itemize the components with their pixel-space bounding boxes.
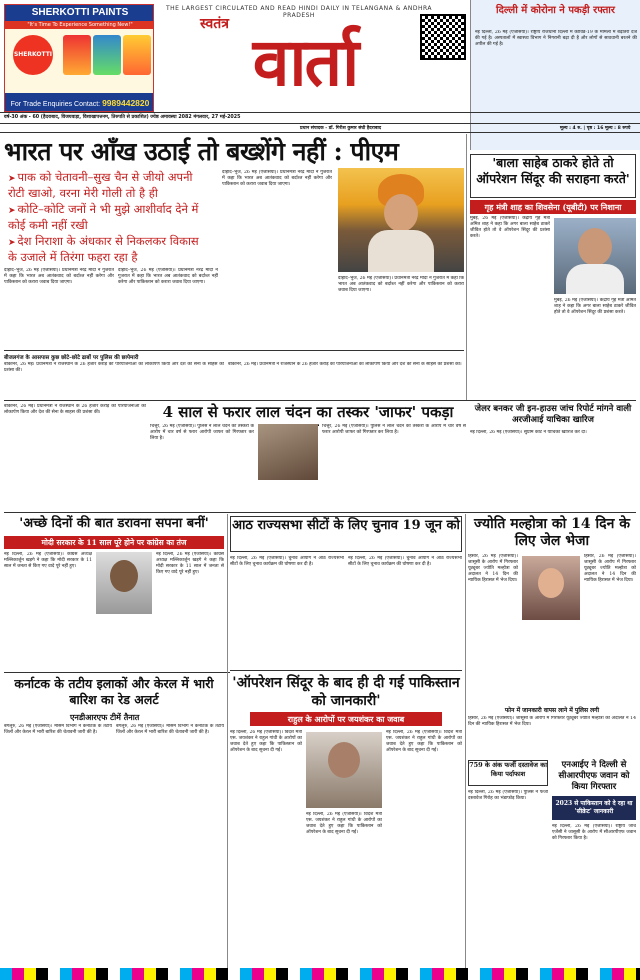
logo-small: स्वतंत्र — [200, 16, 229, 32]
paint-bucket-icon — [63, 35, 91, 75]
divider — [230, 670, 462, 671]
good-days-text: नई दिल्ली, 26 मई (एजेंसियां)। कांग्रेस अध्यक्ष मल्लिकार्जुन खड़गे ने कहा कि मोदी सरकार के 11 साल में जनता से किए गए वादे पूरे नहीं हुए। — [156, 552, 224, 576]
lead-text: दाहोद–भुज, 26 मई (एजेंसियां)। प्रधानमंत्री नरेंद्र मोदी ने गुजरात में कहा कि भारत अब आतंकवाद को बर्दाश्त नहीं करेगा और पाकिस्तान को करारा जवाब दिया जाएगा। — [222, 170, 332, 188]
face-shape — [538, 568, 564, 598]
sindoor-bar: राहुल के आरोपों पर जयशंकर का जवाब — [250, 712, 442, 726]
ad-brand: SHERKOTTI PAINTS — [5, 5, 154, 21]
lead-bullet: ➤ पाक को चेतावनी–सुख चैन से जीयो अपनी रोटी खाओ, वरना मेरी गोली तो है ही — [8, 170, 208, 200]
masthead-tagline: THE LARGEST CIRCULATED AND READ HINDI DAILY IN TELANGANA & ANDHRA PRADESH — [165, 5, 433, 19]
good-days-headline[interactable]: 'अच्छे दिनों की बात डरावना सपना बनीं' — [19, 516, 209, 531]
modi-photo — [338, 168, 464, 272]
face-shape — [578, 228, 612, 266]
sub-story-text: बीकानेर, 26 मई। प्रधानमंत्री ने राजस्थान के 26 हजार करोड़ की परियोजनाओं का लोकार्पण किया और देश की सेना के साहस की प्रशंसा की। — [4, 404, 146, 416]
lead-headline[interactable]: भारत पर आँख उठाई तो बख्शेंगे नहीं : पीएम — [4, 137, 399, 166]
sindoor-text: नई दिल्ली, 26 मई (एजेंसियां)। विदेश मंत्री एस. जयशंकर ने राहुल गांधी के आरोपों का जवाब देते हुए कहा कि पाकिस्तान को ऑपरेशन के बाद सूचना दी गई। — [230, 730, 302, 754]
ad-slogan: "It's Time To Experience Something New!" — [5, 21, 154, 29]
suspect-photo — [258, 424, 318, 480]
column-rule — [227, 514, 228, 968]
jyoti-kicker: फोन में जानकारी वापस लाने में पुलिस लगी — [504, 707, 600, 714]
karnataka-text: बेंगलूरु, 26 मई (एजेंसियां)। मौसम विभाग ने कर्नाटक के तटीय जिलों और केरल में भारी बारिश की चेतावनी जारी की है। — [116, 724, 224, 736]
info-bar-2 — [0, 124, 640, 133]
rajya-sabha-headline[interactable]: आठ राज्यसभा सीटों के लिए चुनाव 19 जून को — [230, 516, 462, 552]
editor-info: प्रधान संपादक - डॉ. गिरीश कुमार संघी हैदराबाद — [300, 126, 382, 131]
paint-bucket-icon — [123, 35, 151, 75]
face-shape — [328, 742, 360, 778]
divider — [4, 400, 636, 401]
sub-story-kicker: बीजलगंज के आसपास कुछ छोटे–छोटे ढाबों पर पुलिस की छापेमारी — [4, 355, 139, 361]
amit-shah-photo — [554, 218, 636, 294]
rajya-sabha-text: नई दिल्ली, 26 मई (एजेंसियां)। चुनाव आयोग ने आठ राज्यसभा सीटों के लिए चुनाव कार्यक्रम की घोषणा कर दी है। — [230, 556, 344, 568]
jail-text: नई दिल्ली, 26 मई (एजेंसियां)। सुप्रीम कोर्ट ने याचिका खारिज कर दी। — [470, 430, 587, 435]
divider — [4, 672, 230, 673]
sherkotti-ad[interactable] — [4, 4, 154, 112]
kharge-photo — [96, 552, 152, 614]
balasaheb-headline[interactable]: 'बाला साहेब ठाकरे होते तो ऑपरेशन सिंदूर की सराहना करते' — [470, 154, 636, 198]
sandal-headline[interactable]: 4 साल से फरार लाल चंदन का तस्कर 'जाफर' पकड़ा — [162, 403, 454, 421]
arrest-759-text: नई दिल्ली, 26 मई (एजेंसियां)। पुलिस ने फर्जी दस्तावेज गिरोह का भंडाफोड़ किया। — [468, 790, 548, 802]
balasaheb-text: मुंबई, 26 मई (एजेंसियां)। केंद्रीय गृह मंत्री अमित शाह ने कहा कि अगर बाला साहेब ठाकरे जीवित होते तो वे ऑपरेशन सिंदूर की प्रशंसा करते। — [470, 216, 550, 240]
karnataka-kicker: एनडीआरएफ टीमें तैनात — [70, 712, 140, 722]
ad-logo: SHERKOTTI — [13, 35, 53, 75]
ad-contact: For Trade Enquiries Contact: 9989442820 — [5, 93, 154, 112]
arrest-759-headline[interactable]: 759 के अंक फर्जी दस्तावेज का किया पर्दाफाश — [468, 760, 548, 786]
jyoti-text: हिसार, 26 मई (एजेंसियां)। जासूसी के आरोप में गिरफ्तार यूट्यूबर ज्योति मल्होत्रा को अदालत ने 14 दिन की न्यायिक हिरासत में भेज दिया। — [468, 716, 636, 728]
divider — [4, 350, 464, 351]
karnataka-text: बेंगलूरु, 26 मई (एजेंसियां)। मौसम विभाग ने कर्नाटक के तटीय जिलों और केरल में भारी बारिश की चेतावनी जारी की है। — [4, 724, 112, 736]
sindoor-text: नई दिल्ली, 26 मई (एजेंसियां)। विदेश मंत्री एस. जयशंकर ने राहुल गांधी के आरोपों का जवाब देते हुए कहा कि पाकिस्तान को ऑपरेशन के बाद सूचना दी गई। — [306, 812, 382, 836]
good-days-bar: मोदी सरकार के 11 साल पूरे होने पर कांग्रेस का तंज — [4, 536, 224, 549]
newspaper-logo[interactable]: वार्ता — [252, 23, 358, 101]
sub-story-text: बीकानेर, 26 मई। प्रधानमंत्री ने राजस्थान के 26 हजार करोड़ की परियोजनाओं का लोकार्पण किया और देश की सेना के साहस की प्रशंसा की। — [228, 362, 462, 367]
face-shape — [110, 560, 138, 592]
jaishankar-photo — [306, 732, 382, 808]
jyoti-headline[interactable]: ज्योति मल्होत्रा को 14 दिन के लिए जेल भेजा — [474, 516, 630, 549]
column-rule — [466, 134, 467, 400]
face-shape — [384, 194, 418, 232]
lead-text: दाहोद–भुज, 26 मई (एजेंसियां)। प्रधानमंत्री नरेंद्र मोदी ने गुजरात में कहा कि भारत अब आतंकवाद को बर्दाश्त नहीं करेगा और पाकिस्तान को करारा जवाब दिया जाएगा। — [118, 268, 218, 286]
sindoor-text: नई दिल्ली, 26 मई (एजेंसियां)। विदेश मंत्री एस. जयशंकर ने राहुल गांधी के आरोपों का जवाब देते हुए कहा कि पाकिस्तान को ऑपरेशन के बाद सूचना दी गई। — [386, 730, 462, 754]
qr-code-icon[interactable] — [420, 14, 466, 60]
lead-text: दाहोद–भुज, 26 मई (एजेंसियां)। प्रधानमंत्री नरेंद्र मोदी ने गुजरात में कहा कि भारत अब आतंकवाद को बर्दाश्त नहीं करेगा और पाकिस्तान को करारा जवाब दिया जाएगा। — [338, 276, 464, 294]
info-bar — [0, 112, 640, 124]
lead-bullet: ➤ कोटि–कोटि जनों ने भी मुझे आशीर्वाद देने में कोई कमी नहीं रखी — [8, 202, 208, 232]
crpf-headline[interactable]: एनआईए ने दिल्ली से सीआरपीएफ जवान को किया गिरफ्तार — [558, 760, 630, 792]
sandal-text: चित्तूर, 26 मई (एजेंसियां)। पुलिस ने लाल चंदन की तस्करी के आरोप में चार वर्ष से फरार आरोपी जाफर को गिरफ्तार कर लिया है। — [322, 424, 466, 436]
column-rule — [465, 514, 466, 968]
crpf-text: नई दिल्ली, 26 मई (एजेंसियां)। राष्ट्रीय जांच एजेंसी ने जासूसी के आरोप में सीआरपीएफ जवान को गिरफ्तार किया है। — [552, 824, 636, 842]
rajya-sabha-text: नई दिल्ली, 26 मई (एजेंसियां)। चुनाव आयोग ने आठ राज्यसभा सीटों के लिए चुनाव कार्यक्रम की घोषणा कर दी है। — [348, 556, 462, 568]
lead-text: दाहोद–भुज, 26 मई (एजेंसियां)। प्रधानमंत्री नरेंद्र मोदी ने गुजरात में कहा कि भारत अब आतंकवाद को बर्दाश्त नहीं करेगा और पाकिस्तान को करारा जवाब दिया जाएगा। — [4, 268, 114, 286]
color-registration-strip — [0, 968, 640, 980]
sandal-text: चित्तूर, 26 मई (एजेंसियां)। पुलिस ने लाल चंदन की तस्करी के आरोप में चार वर्ष से फरार आरोपी जाफर को गिरफ्तार कर लिया है। — [150, 424, 254, 442]
body-shape — [368, 230, 434, 272]
jyoti-text: हिसार, 26 मई (एजेंसियां)। जासूसी के आरोप में गिरफ्तार यूट्यूबर ज्योति मल्होत्रा को अदालत ने 14 दिन की न्यायिक हिरासत में भेज दिया। — [584, 554, 636, 584]
issue-info: वर्ष-30 अंक - 60 (हैदराबाद, विजयवाड़ा, विशाखापत्तनम, तिरुपति से प्रकाशित) ज्येष्ठ अमावस्या 2082 मंगलवार, 27 मई-2025 — [4, 115, 241, 120]
covid-headline: दिल्ली में कोरोना ने पकड़ी रफ्तार — [496, 5, 615, 16]
jail-headline[interactable]: जेलर बनकर जी इन-हाउस जांच रिपोर्ट मांगने वाली अरजीआई याचिका खारिज — [474, 404, 632, 425]
jyoti-photo — [522, 556, 580, 620]
balasaheb-bar: गृह मंत्री शाह का शिवसेना (यूबीटी) पर निशाना — [470, 200, 636, 214]
sindoor-headline[interactable]: 'ऑपरेशन सिंदूर के बाद ही दी गई पाकिस्तान को जानकारी' — [232, 675, 460, 709]
price-info: मूल्य : 4 रु. | पृष्ठ : 16 मूल्य : 8 रुपये — [560, 126, 631, 131]
karnataka-headline[interactable]: कर्नाटक के तटीय इलाकों और केरल में भारी बारिश का रेड अलर्ट — [14, 676, 214, 707]
lead-bullet: ➤ देश निराशा के अंधकार से निकलकर विकास के उजाले में तिरंगा फहरा रहा है — [8, 234, 208, 264]
crpf-bar: 2023 से पाकिस्तान को दे रहा था 'सीक्रेट' जानकारी — [552, 796, 636, 820]
jyoti-text: हिसार, 26 मई (एजेंसियां)। जासूसी के आरोप में गिरफ्तार यूट्यूबर ज्योति मल्होत्रा को अदालत ने 14 दिन की न्यायिक हिरासत में भेज दिया। — [468, 554, 518, 584]
balasaheb-text: मुंबई, 26 मई (एजेंसियां)। केंद्रीय गृह मंत्री अमित शाह ने कहा कि अगर बाला साहेब ठाकरे जीवित होते तो वे ऑपरेशन सिंदूर की प्रशंसा करते। — [554, 298, 636, 316]
body-shape — [566, 264, 624, 294]
divider — [4, 512, 636, 513]
sub-story-text: बीकानेर, 26 मई। प्रधानमंत्री ने राजस्थान के 26 हजार करोड़ की परियोजनाओं का लोकार्पण किया और देश की सेना के साहस की प्रशंसा की। — [4, 362, 224, 374]
good-days-text: नई दिल्ली, 26 मई (एजेंसियां)। कांग्रेस अध्यक्ष मल्लिकार्जुन खड़गे ने कहा कि मोदी सरकार के 11 साल में जनता से किए गए वादे पूरे नहीं हुए। — [4, 552, 92, 570]
covid-text: नई दिल्ली, 26 मई (एजेंसियां)। राष्ट्रीय राजधानी दिल्ली में कोविड-19 के मामलों में बढ़ोतरी दर्ज की गई है। अस्पतालों में स्वास्थ्य विभाग ने निगरानी बढ़ा दी है और लोगों से सावधानी बरतने की अपील की गई है। — [475, 30, 637, 48]
paint-bucket-icon — [93, 35, 121, 75]
